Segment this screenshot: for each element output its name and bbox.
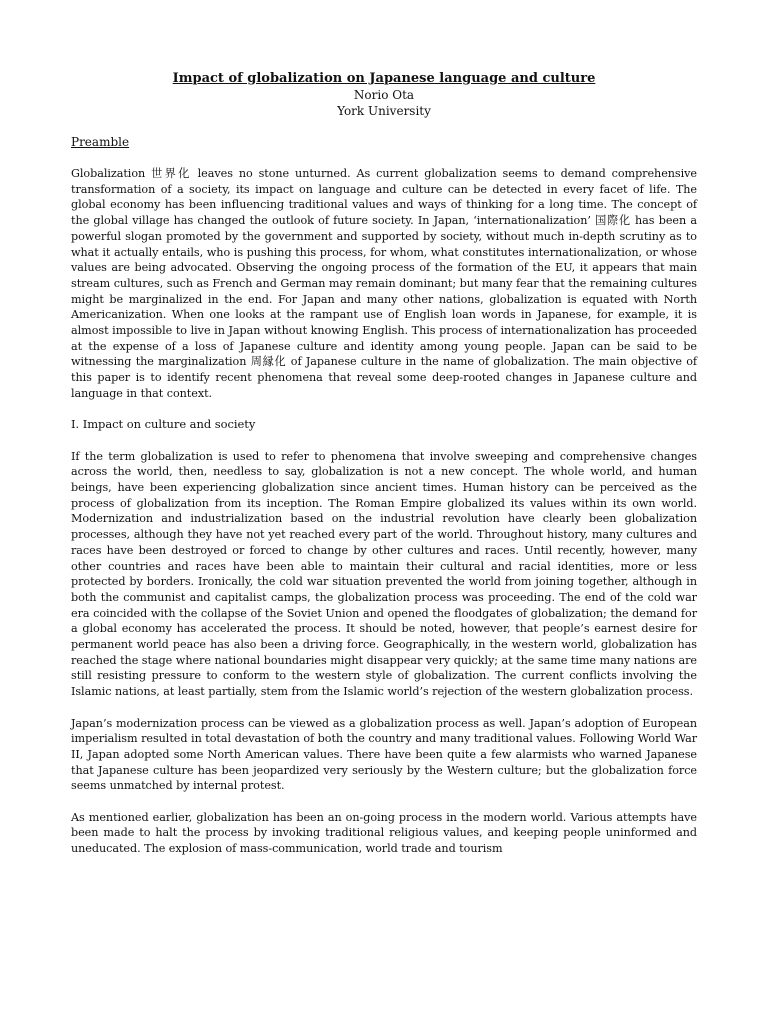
section-heading: I. Impact on culture and society — [71, 417, 256, 432]
author-affiliation: York University — [337, 104, 431, 118]
author-name: Norio Ota — [353, 88, 415, 102]
preamble-heading: Preamble — [71, 135, 130, 149]
paragraph: As mentioned earlier, globalization has been an on-going process in the modern world. Various attempts have been made to halt the process by invoking traditional religious values, and keeping people uninformed and uneducated. The explosion of mass-communication, world trade and tourism — [71, 810, 697, 856]
paragraph: If the term globalization is used to refer to phenomena that involve sweeping and comprehensive changes across the world, then, needless to say, globalization is not a new concept. The whole world, and human beings, have been experiencing globalization since ancient times. Human history can be perceived as the process of globalization from its inception. The Roman Empire globalized its values within its own world. Modernization and industrialization based on the industrial revolution have clearly been globalization processes, although they have not yet reached every part of the world. Throughout history, many cultures and races have been destroyed or forced to change by other cultures and races. Until recently, however, many other countries and races have been able to maintain their cultural and racial identities, more or less protected by borders. Ironically, the cold war situation prevented the world from joining together, although in both the communist and capitalist camps, the globalization process was proceeding. The end of the cold war era coincided with the collapse of the Soviet Union and opened the floodgates of globalization; the demand for a global economy has accelerated the process. It should be noted, however, that people’s earnest desire for permanent world peace has also been a driving force. Geographically, in the western world, globalization has reached the stage where national boundaries might disappear very quickly; at the same time many nations are still resisting pressure to conform to the western style of globalization. The current conflicts involving the Islamic nations, at least partially, stem from the Islamic world’s rejection of the western globalization process. — [71, 449, 697, 699]
document-title: Impact of globalization on Japanese language and culture — [172, 71, 596, 86]
paragraph: Japan’s modernization process can be viewed as a globalization process as well. Japan’s adoption of European imperialism resulted in total devastation of both the country and many traditional values. Following World War II, Japan adopted some North American values. There have been quite a few alarmists who warned Japanese that Japanese culture has been jeopardized very seriously by the Western culture; but the globalization force seems unmatched by internal protest. — [71, 716, 697, 793]
document-header — [0, 70, 768, 119]
paragraph-preamble: Globalization 世界化 leaves no stone unturned. As current globalization seems to demand comprehensive transformation of a society, its impact on language and culture can be detected in every facet of life. The global economy has been influencing traditional values and ways of thinking for a long time. The concept of the global village has changed the outlook of future society. In Japan, ‘internationalization’ 国際化 has been a powerful slogan promoted by the government and supported by society, without much in-depth scrutiny as to what it actually entails, who is pushing this process, for whom, what constitutes internationalization, or whose values are being advocated. Observing the ongoing process of the formation of the EU, it appears that main stream cultures, such as French and German may remain dominant; but many fear that the remaining cultures might be marginalized in the end. For Japan and many other nations, globalization is equated with North Americanization. When one looks at the rampant use of English loan words in Japanese, for example, it is almost impossible to live in Japan without knowing English. This process of internationalization has proceeded at the expense of a loss of Japanese culture and identity among young people. Japan can be said to be witnessing the marginalization 周縁化 of Japanese culture in the name of globalization. The main objective of this paper is to identify recent phenomena that reveal some deep-rooted changes in Japanese culture and language in that context. — [71, 167, 697, 400]
document-body — [71, 166, 697, 873]
